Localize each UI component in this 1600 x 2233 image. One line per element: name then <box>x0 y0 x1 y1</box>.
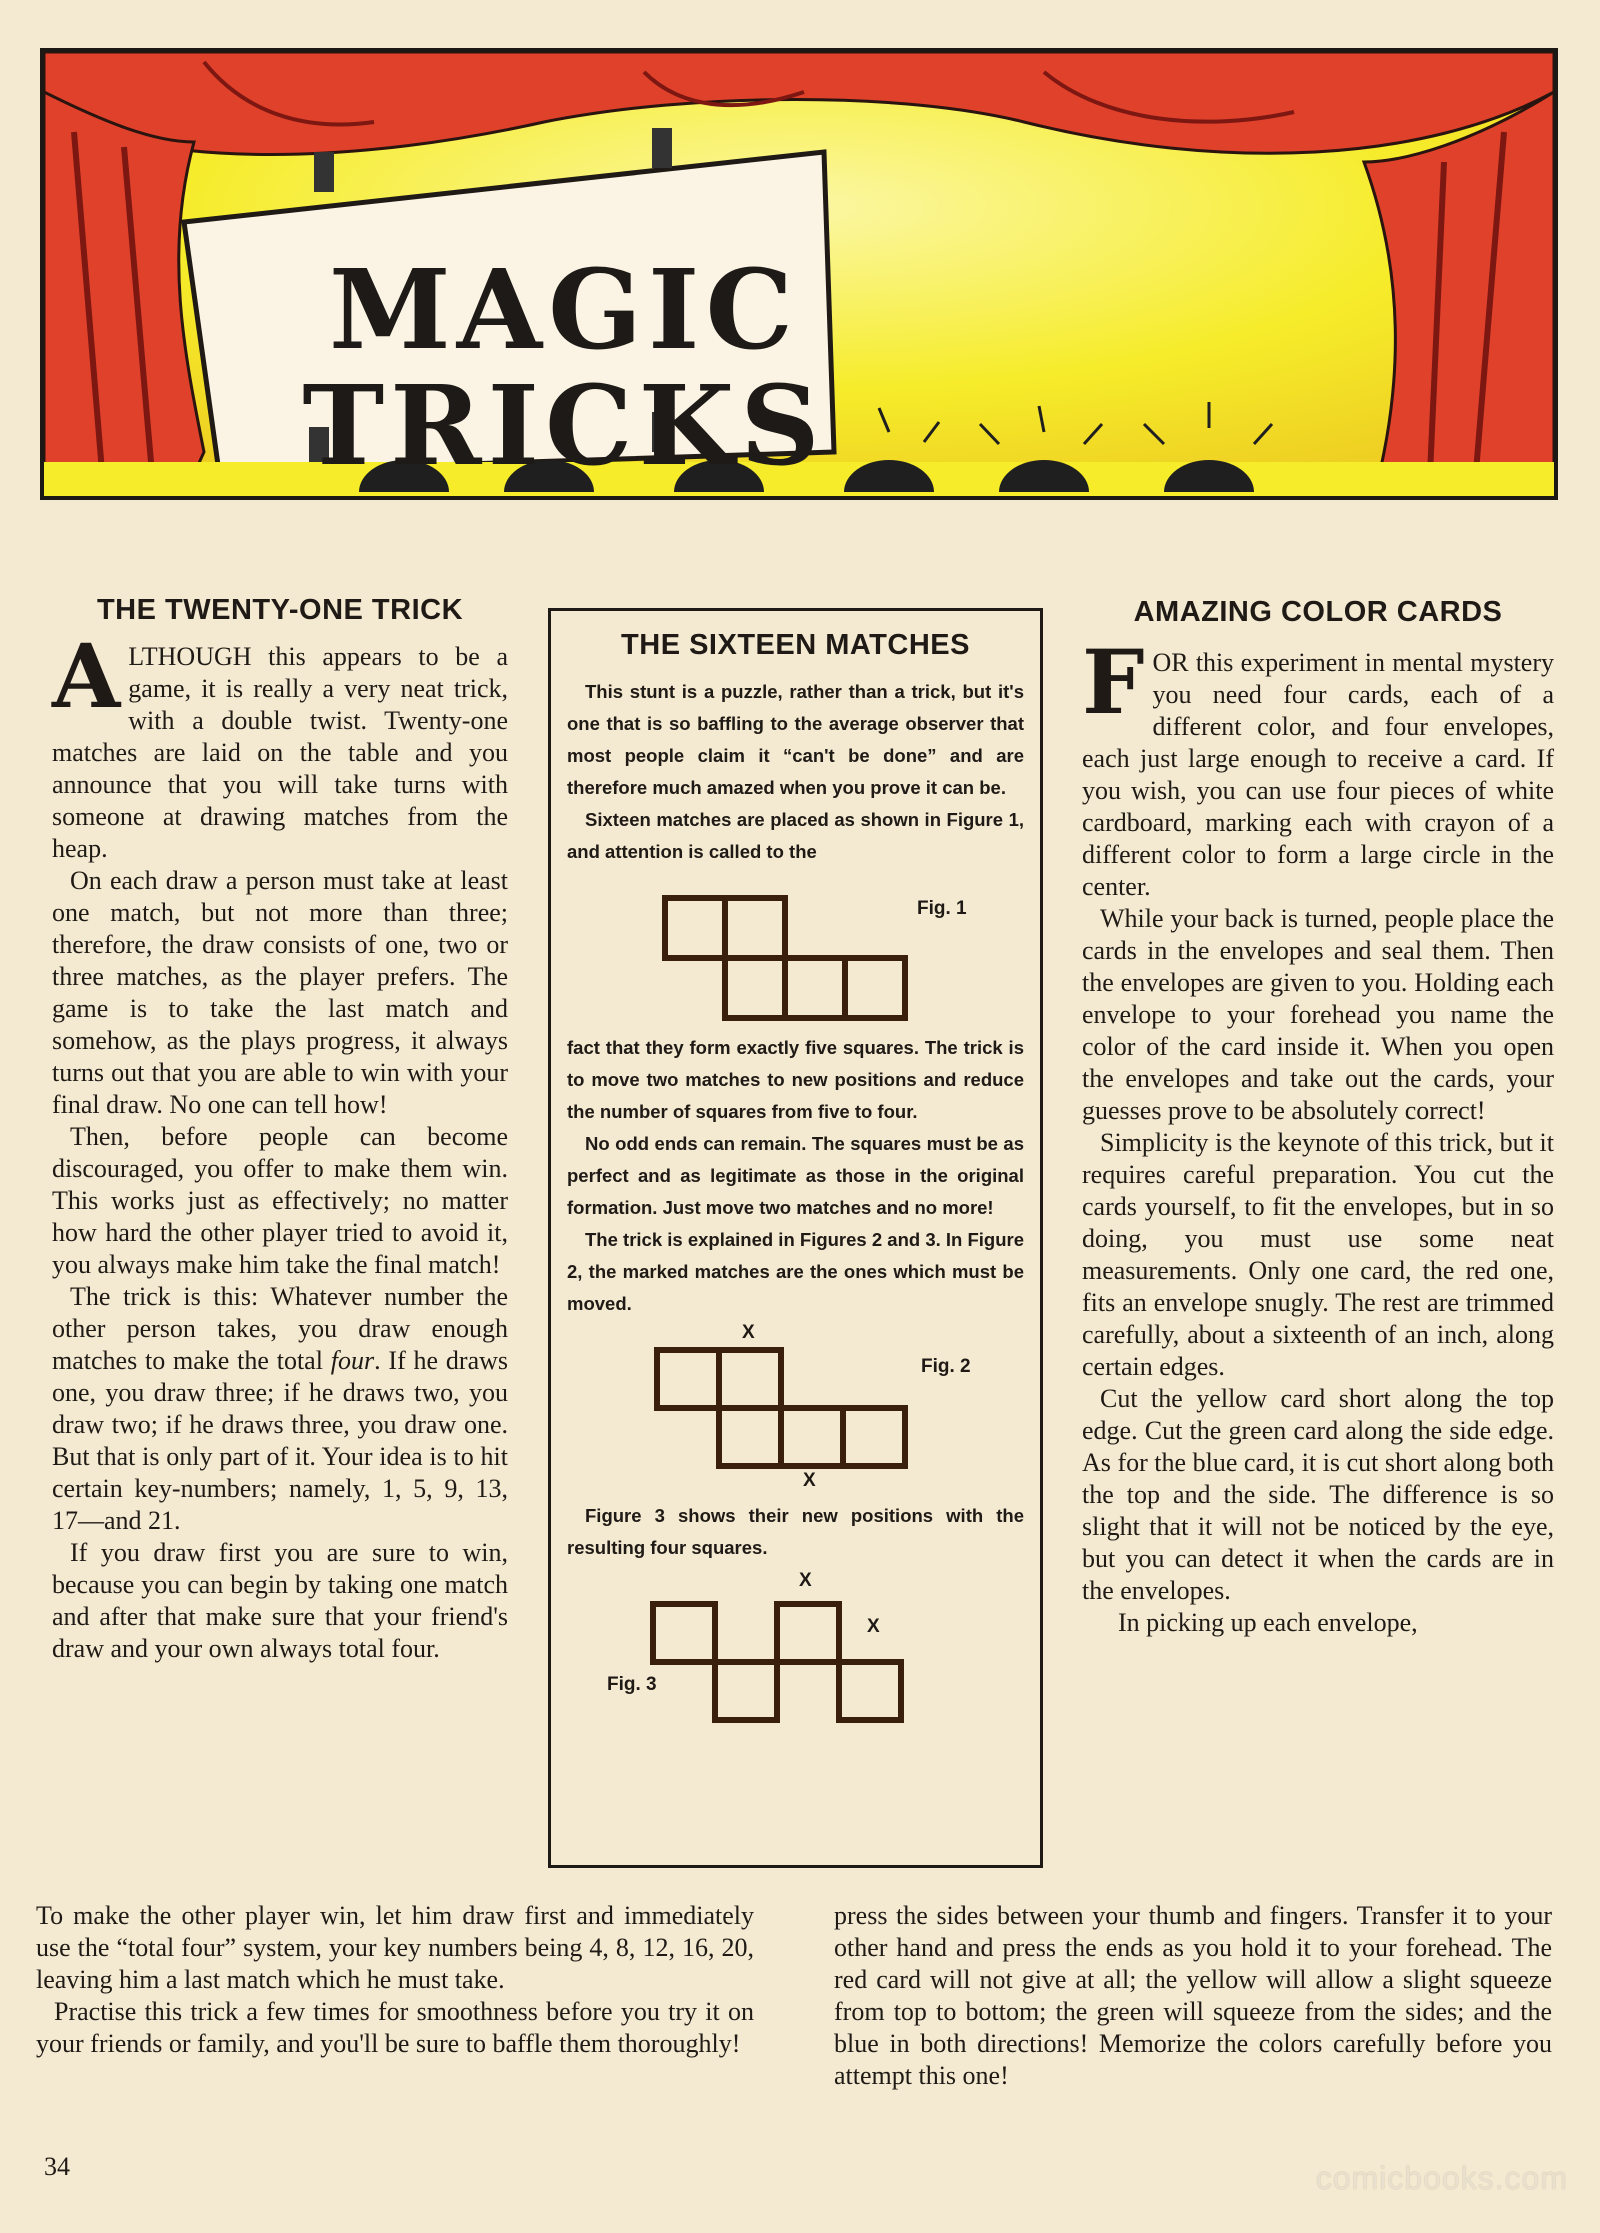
p4-end: . If he draws one, you draw three; if he draws two, you draw two; if he draws three, you draw one. But that is only part of it. Your idea is to hit certain key-numbers; namely, 1, 5, 9, 13, 17—and 21. <box>52 1346 509 1535</box>
magic-tricks-banner <box>40 48 1558 500</box>
color-cards-paragraph-3: Simplicity is the keynote of this trick, but it requires careful preparation. You cut the cards yourself, to fit the envelopes, but in so doing, you must use some neat measurements. Only one card, the red one, fits an envelope snugly. The rest are trimmed carefully, about a sixteenth of an inch, along certain edges. <box>1082 1128 1554 1381</box>
color-cards-paragraph-6: press the sides between your thumb and fingers. Transfer it to your other hand and press the ends as you hold it to your forehead. The red card will not give at all; the yellow will allow a slight squeeze from top to bottom; the green will squeeze from the sides; and the blue in both directions! Memorize the colors carefully before you attempt this one! <box>834 1901 1552 2090</box>
sixteen-paragraph-4: No odd ends can remain. The squares must be as perfect and as legitimate as those in the original formation. Just move two matches and no more! <box>567 1133 1024 1218</box>
twenty-one-paragraph-6: To make the other player win, let him draw first and immediately use the “total four” system, your key numbers being 4, 8, 12, 16, 20, leaving him a last match which he must take. <box>36 1901 754 1994</box>
figure-1-matches <box>567 868 1027 1028</box>
banner-title-line2: TRICKS <box>302 361 826 490</box>
twenty-one-paragraph-2: On each draw a person must take at least one match, but not more than three; therefore, the draw consists of one, two or three matches, as the player prefers. The game is to take the last match and somehow, as the plays progress, it always turns out that you are able to win with your final draw. No one can tell how! <box>52 866 508 1119</box>
color-cards-heading: AMAZING COLOR CARDS <box>1133 596 1503 628</box>
sixteen-paragraph-1: This stunt is a puzzle, rather than a trick, but it's one that is so baffling to the average observer that most people claim it “can't be done” and are therefore much amazed when you prove it can be. <box>567 681 1024 798</box>
figure-2-mark-bottom: X <box>803 1470 816 1491</box>
figure-2-matches <box>567 1320 1027 1500</box>
color-cards-continuation <box>834 1900 1552 2092</box>
figure-2 <box>567 1320 1024 1500</box>
color-cards-paragraph-1-text: OR this experiment in mental mystery you need four cards, each of a different color, and four envelopes, each just large enough to receive a card. If you wish, you can use four pieces of white cardboard, marking each with crayon of a different color to form a large circle in the center. <box>1082 648 1554 901</box>
twenty-one-paragraph-1 <box>52 624 508 865</box>
figure-3 <box>567 1564 1024 1734</box>
color-cards-paragraph-5: In picking up each envelope, <box>1118 1608 1418 1637</box>
figure-3-mark-top: X <box>799 1570 812 1591</box>
figure-3-matches <box>567 1564 1027 1734</box>
figure-3-mark-right: X <box>867 1616 880 1637</box>
twenty-one-trick-article <box>52 594 508 1665</box>
sixteen-paragraph-3: fact that they form exactly five squares. The trick is to move two matches to new positions and reduce the number of squares from five to four. <box>567 1037 1024 1122</box>
banner-title <box>254 245 874 490</box>
sixteen-paragraph-5: The trick is explained in Figures 2 and 3. In Figure 2, the marked matches are the ones which must be moved. <box>567 1229 1024 1314</box>
sixteen-matches-heading: THE SIXTEEN MATCHES <box>621 629 970 661</box>
banner-title-line1: MAGIC <box>328 245 800 374</box>
twenty-one-paragraph-5: If you draw first you are sure to win, because you can begin by taking one match and after that make sure that your friend's draw and your own always total four. <box>52 1538 508 1663</box>
sixteen-paragraph-6: Figure 3 shows their new positions with the resulting four squares. <box>567 1505 1024 1558</box>
figure-1-label: Fig. 1 <box>917 898 967 919</box>
dropcap-f: F <box>1082 630 1145 734</box>
dropcap-a: A <box>52 624 121 728</box>
watermark: comicbooks.com <box>1315 2160 1568 2196</box>
figure-2-label: Fig. 2 <box>921 1356 971 1377</box>
figure-2-mark-top: X <box>742 1322 755 1343</box>
color-cards-paragraph-2: While your back is turned, people place the cards in the envelopes and seal them. Then the envelopes are given to you. Holding each envelope to your forehead you name the color of the card inside it. When you open the envelopes and take out the cards, your guesses prove to be absolutely correct! <box>1082 904 1554 1125</box>
color-cards-article <box>1082 596 1554 1639</box>
color-cards-paragraph-4: Cut the yellow card short along the top edge. Cut the green card along the side edge. As for the blue card, it is cut short along both the top and the side. The difference is so slight that it will not be noticed by the eye, but you can detect it when the cards are in the envelopes. <box>1082 1384 1554 1605</box>
twenty-one-paragraph-4 <box>52 1281 508 1537</box>
twenty-one-paragraph-1-text: LTHOUGH this appears to be a game, it is really a very neat trick, with a double twist. Twenty-one matches are laid on the table and you announce that you will take turns with someone at drawing matches from the heap. <box>52 642 508 863</box>
figure-1 <box>567 868 1024 1028</box>
p4-start: The trick is this: Whatever number the other person takes, you draw enough matches to make the total <box>52 1282 508 1375</box>
twenty-one-trick-continuation <box>36 1900 754 2060</box>
page-number: 34 <box>44 2152 70 2181</box>
sixteen-matches-box <box>548 608 1043 1868</box>
p4-emphasis: four <box>330 1346 375 1375</box>
twenty-one-trick-heading: THE TWENTY-ONE TRICK <box>96 594 464 626</box>
figure-3-label: Fig. 3 <box>607 1674 657 1695</box>
color-cards-paragraph-1 <box>1082 630 1554 903</box>
sixteen-paragraph-2: Sixteen matches are placed as shown in Figure 1, and attention is called to the <box>567 809 1024 862</box>
twenty-one-paragraph-3: Then, before people can become discouraged, you offer to make them win. This works just as effectively; no matter how hard the other player tried to avoid it, you always make him take the final match! <box>52 1122 508 1279</box>
twenty-one-paragraph-7: Practise this trick a few times for smoothness before you try it on your friends or family, and you'll be sure to baffle them thoroughly! <box>36 1997 754 2058</box>
